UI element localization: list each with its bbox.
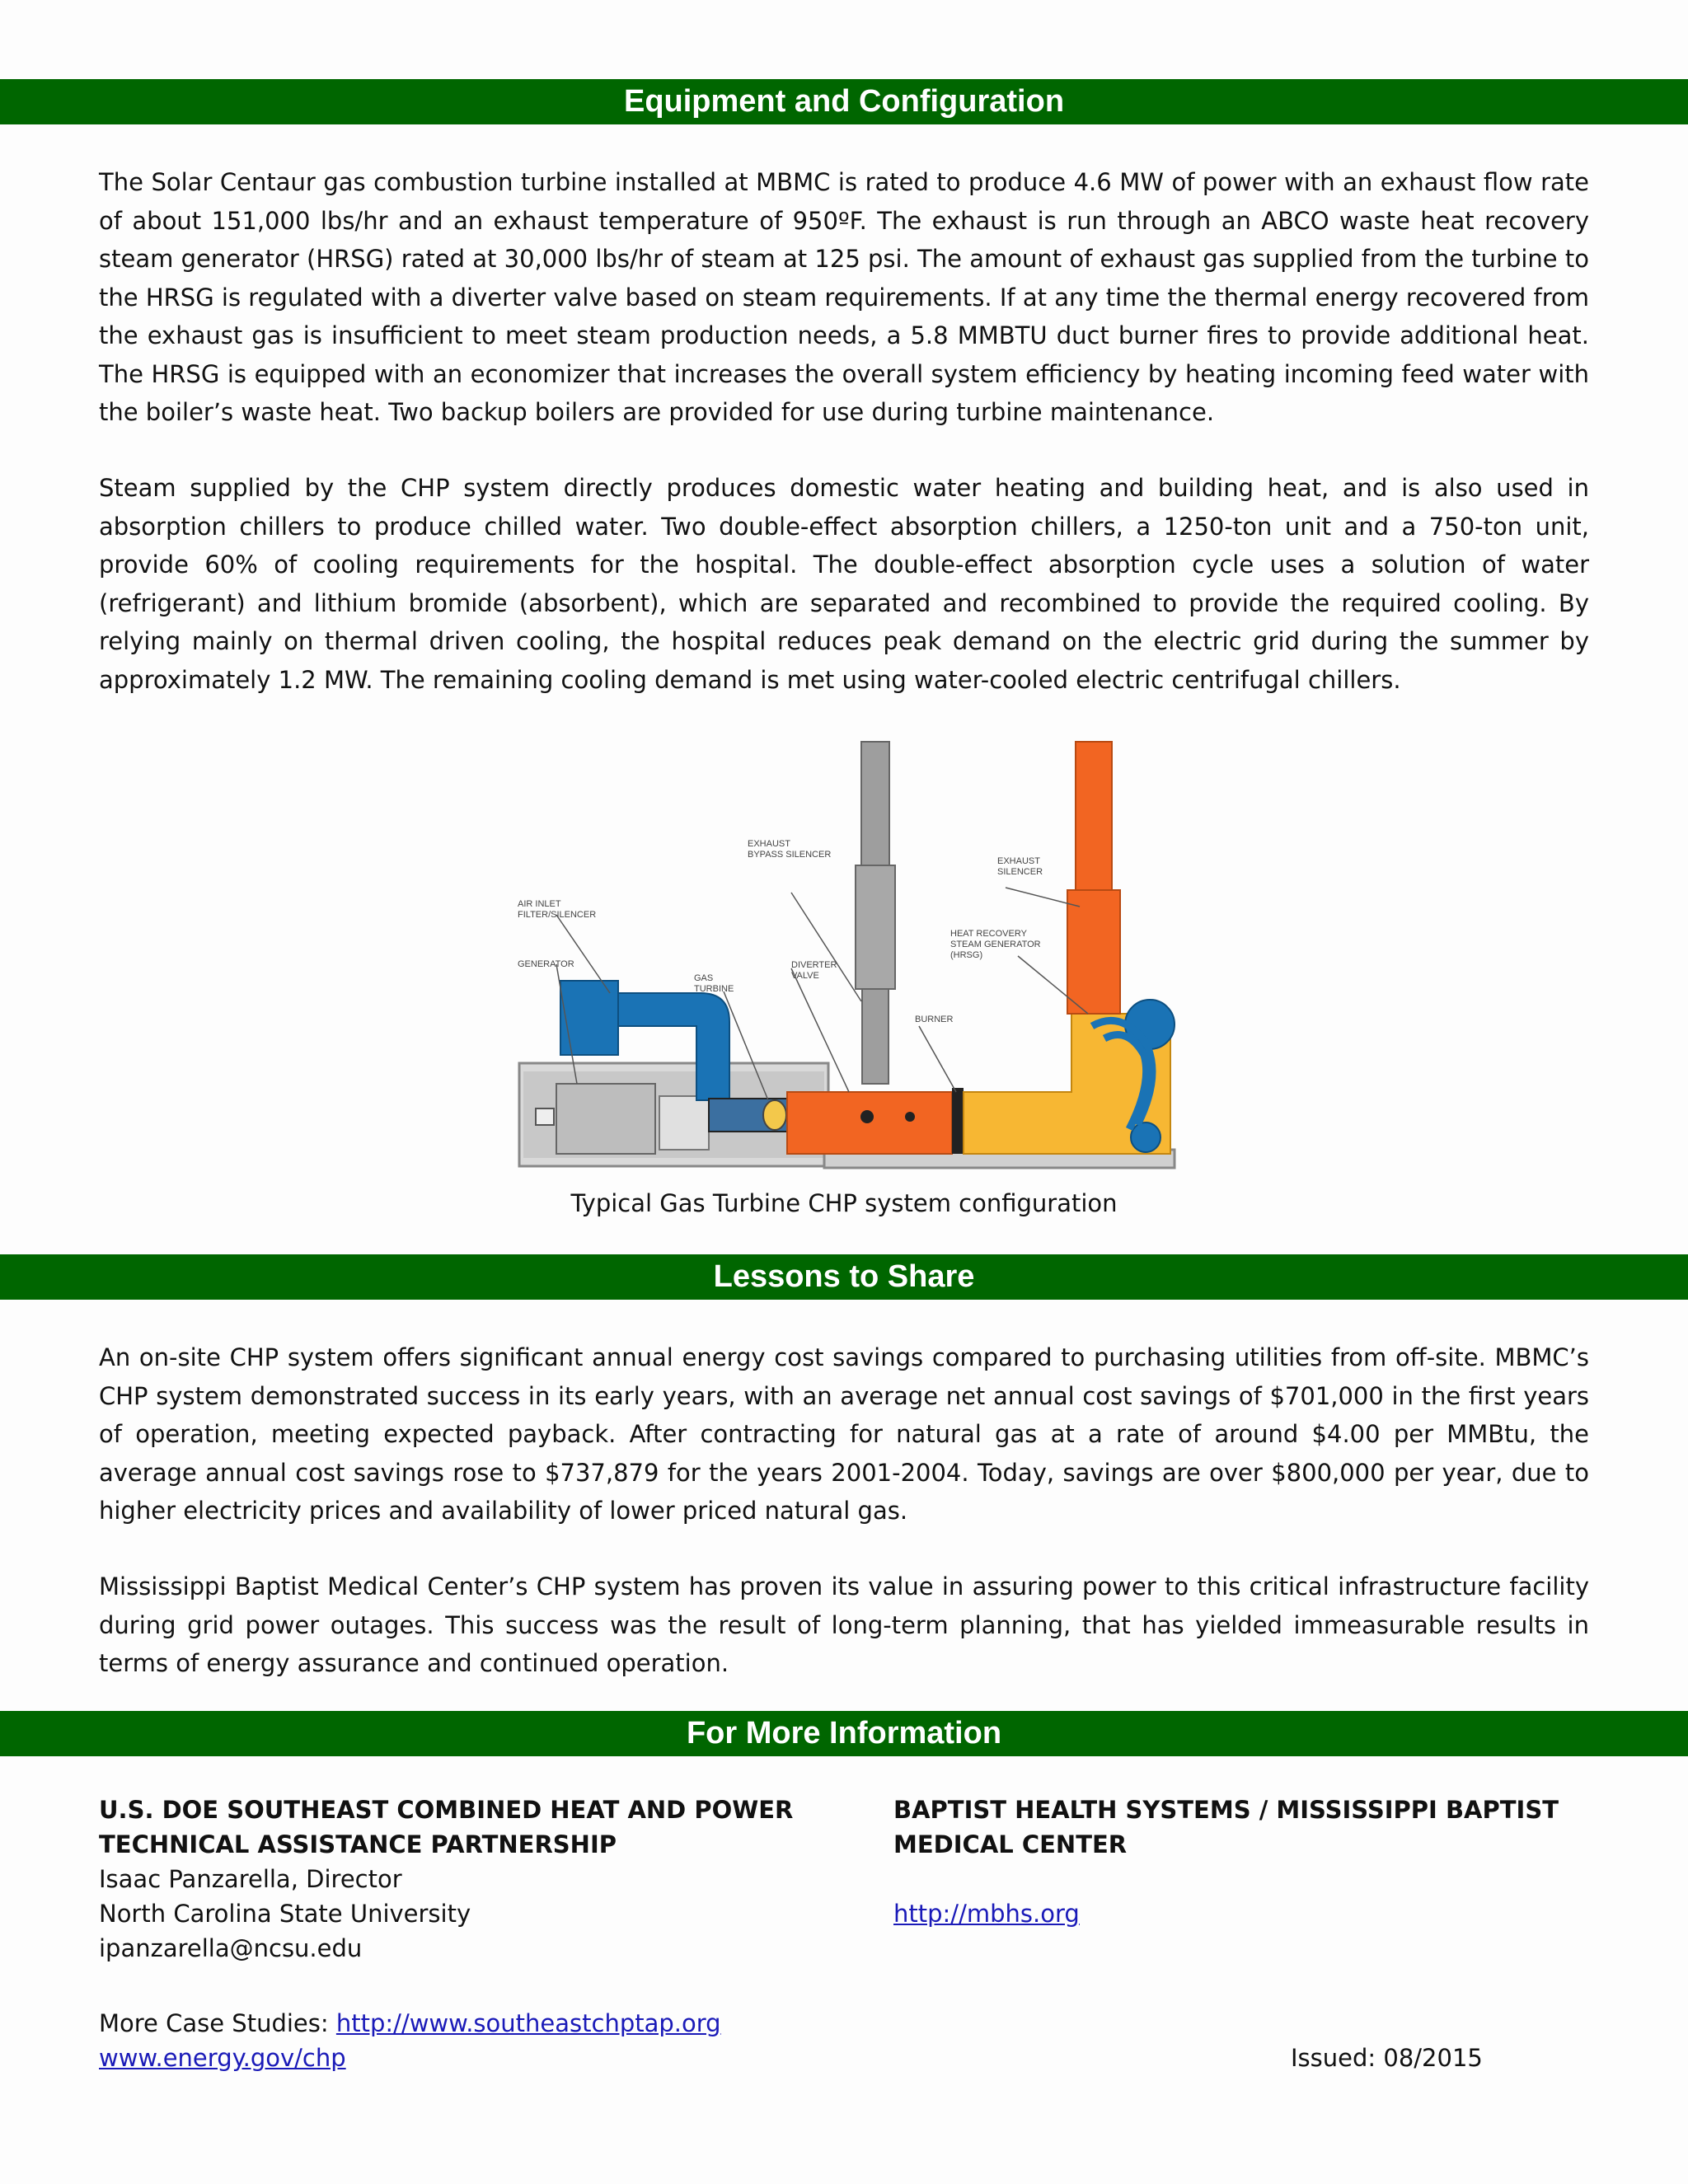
contact-institution: North Carolina State University [99,1900,471,1928]
exhaust-bypass-stack [861,742,889,865]
section-header-lessons [0,1254,1688,1300]
label-diverter-valve: DIVERTER [791,960,837,970]
figure-caption: Typical Gas Turbine CHP system configuration [570,1189,1118,1217]
issued-date: Issued: 08/2015 [1291,2044,1483,2072]
section-header-equipment [0,79,1688,124]
svg-text:TURBINE: TURBINE [694,984,734,994]
section-title: Lessons to Share [713,1259,975,1294]
exhaust-duct [787,1092,952,1154]
equipment-paragraph-1: The Solar Centaur gas combustion turbine installed at MBMC is rated to produce 4.6 MW of power with an exhaust flow rate of about 151,000 lbs/hr and an exhaust temperature of 950ºF. The exhaust is run through an ABCO waste heat recovery steam generator (HRSG) rated at 30,000 lbs/hr of steam at 125 psi. The amount of exhaust gas supplied from the turbine to the HRSG is regulated with a diverter valve based on steam requirements. If at any time the thermal energy recovered from the exhaust gas is insufficient to meet steam production needs, a 5.8 MMBTU duct burner fires to provide additional heat. The HRSG is equipped with an economizer that increases the overall system efficiency by heating incoming feed water with the boiler’s waste heat. Two backup boilers are provided for use during turbine maintenance. [99,168,1589,426]
contact-org-line: U.S. DOE SOUTHEAST COMBINED HEAT AND POWER [99,1796,794,1824]
energy-gov-link[interactable]: www.energy.gov/chp [99,2044,346,2072]
mbhs-link[interactable]: http://mbhs.org [893,1900,1080,1928]
label-exhaust-bypass: EXHAUST [748,839,790,849]
contact-org-line: TECHNICAL ASSISTANCE PARTNERSHIP [99,1830,617,1858]
section-title: For More Information [686,1716,1002,1750]
contact-org-line: BAPTIST HEALTH SYSTEMS / MISSISSIPPI BAPTIST [893,1796,1559,1824]
chp-system-diagram [511,729,1187,1179]
svg-text:STEAM GENERATOR: STEAM GENERATOR [950,940,1041,949]
equipment-paragraph-2: Steam supplied by the CHP system directly produces domestic water heating and building heat, and is also used in absorption chillers to produce chilled water. Two double-effect absorption chillers, a 1250-ton unit and a 750-ton unit, provide 60% of cooling requirements for the hospital. The double-effect absorption cycle uses a solution of water (refrigerant) and lithium bromide (absorbent), which are separated and recombined to provide the required cooling. By relying mainly on thermal driven cooling, the hospital reduces peak demand on the electric grid during the summer by approximately 1.2 MW. The remaining cooling demand is met using water-cooled electric centrifugal chillers. [99,474,1589,694]
case-studies-link[interactable]: http://www.southeastchptap.org [335,2009,721,2037]
contact-org-line: MEDICAL CENTER [893,1830,1128,1858]
diverter-valve [860,1110,874,1123]
generator-body [556,1084,655,1154]
svg-text:BYPASS SILENCER: BYPASS SILENCER [748,850,832,860]
label-gas-turbine: GAS [694,973,714,983]
contact-baptist-health [893,1793,1559,1931]
contact-name: Isaac Panzarella, Director [99,1865,402,1893]
svg-text:SILENCER: SILENCER [997,867,1043,877]
label-exhaust-silencer: EXHAUST [997,856,1040,866]
contact-email: ipanzarella@ncsu.edu [99,1934,363,1962]
label-burner: BURNER [915,1015,954,1024]
section-title: Equipment and Configuration [623,84,1065,119]
label-hrsg: HEAT RECOVERY [950,929,1027,939]
label-generator: GENERATOR [518,959,574,969]
svg-text:FILTER/SILENCER: FILTER/SILENCER [518,910,597,920]
exhaust-silencer-stack [1076,742,1112,890]
svg-text:(HRSG): (HRSG) [950,950,983,960]
svg-text:VALVE: VALVE [791,971,819,981]
case-studies-label: More Case Studies: [99,2009,336,2037]
label-air-inlet: AIR INLET [518,899,561,909]
lessons-paragraph-2: Mississippi Baptist Medical Center’s CHP system has proven its value in assuring power to this critical infrastructure facility during grid power outages. This success was the result of long-term planning, that has yielded immeasurable results in terms of energy assurance and continued operation. [99,1572,1589,1677]
footer-links [99,2006,721,2075]
contact-doe-tap [99,1793,793,1966]
burner [952,1088,964,1154]
lessons-paragraph-1: An on-site CHP system offers significant annual energy cost savings compared to purchasing utilities from off-site. MBMC’s CHP system demonstrated success in its early years, with an average net annual cost savings of $701,000 in the first years of operation, meeting expected payback. After contracting for natural gas at a rate of around $4.00 per MMBtu, the average annual cost savings rose to $737,879 for the years 2001-2004. Today, savings are over $800,000 per year, due to higher electricity prices and availability of lower priced natural gas. [99,1343,1589,1525]
section-header-info [0,1711,1688,1756]
